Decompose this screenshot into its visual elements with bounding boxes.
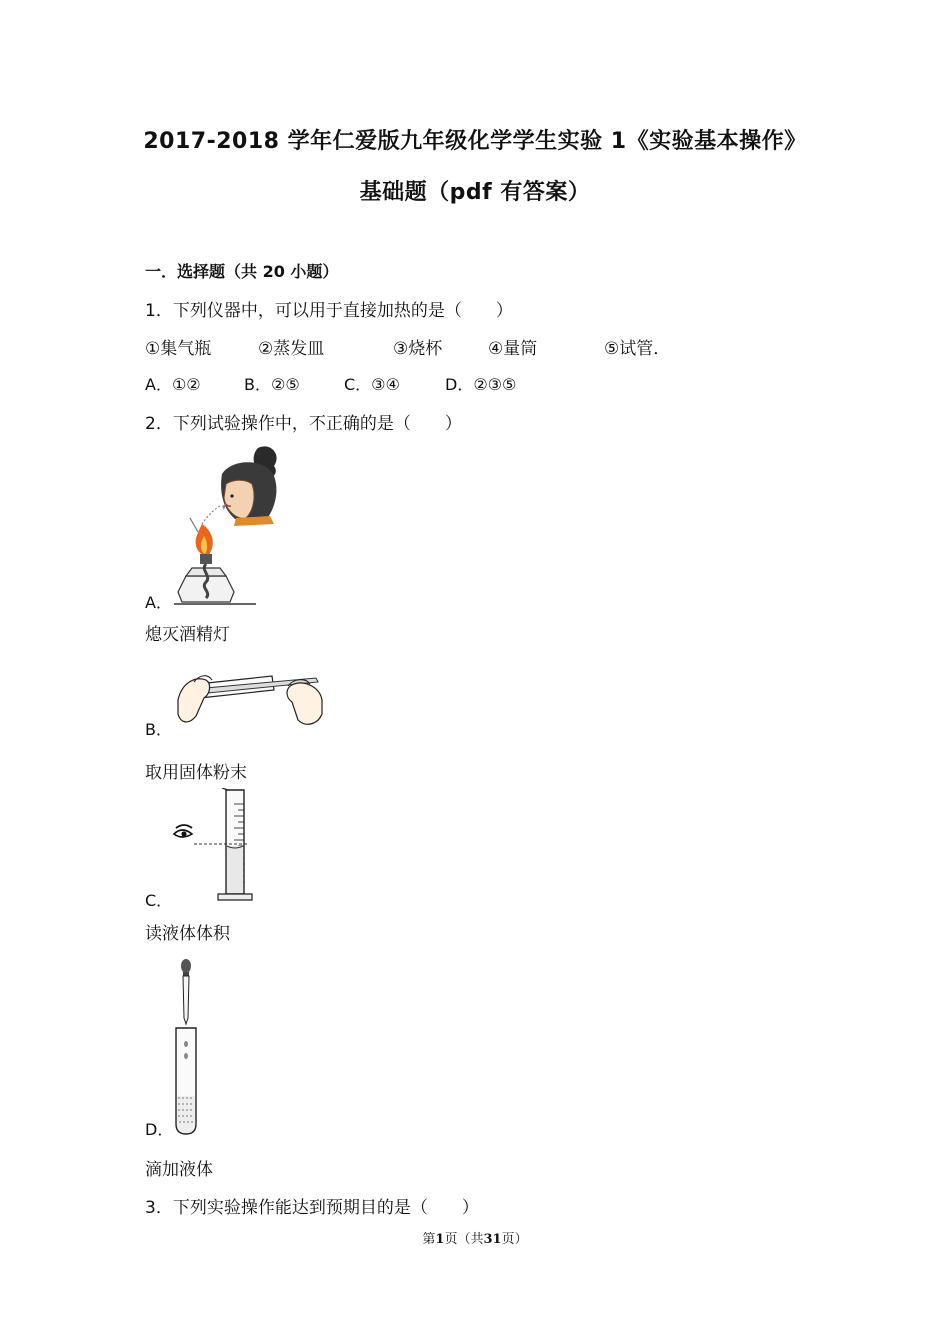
- q2-choice-d-caption: 滴加液体: [145, 1160, 213, 1180]
- footer-prefix: 第: [422, 1232, 436, 1247]
- q1-option-a[interactable]: A．①②: [145, 375, 201, 394]
- footer-page-number: 1: [435, 1232, 445, 1247]
- q2-choice-d-letter[interactable]: D．: [145, 1120, 174, 1139]
- q2-choice-c-letter[interactable]: C．: [145, 891, 173, 910]
- document-title-line1: 2017-2018 学年仁爱版九年级化学学生实验 1《实验基本操作》: [143, 129, 807, 154]
- q1-item-4: ④量筒: [488, 339, 538, 359]
- q2-choice-b-letter[interactable]: B．: [145, 720, 172, 739]
- test-tube-paper-trough-icon: [176, 660, 324, 730]
- q2-choice-a-caption: 熄灭酒精灯: [145, 625, 230, 645]
- document-title-line2: 基础题（pdf 有答案）: [359, 180, 591, 205]
- question-2-stem: 2．下列试验操作中，不正确的是（ ）: [145, 414, 462, 434]
- q1-option-b[interactable]: B．②⑤: [244, 375, 300, 394]
- q2-choice-b-caption: 取用固体粉末: [145, 763, 247, 783]
- q1-option-c[interactable]: C．③④: [344, 375, 400, 394]
- footer-mid: 页（共: [444, 1232, 484, 1247]
- alcohol-lamp-blowing-icon: [170, 440, 288, 608]
- q1-option-d[interactable]: D．②③⑤: [445, 375, 517, 394]
- footer-suffix: 页）: [501, 1232, 528, 1247]
- section-heading: 一．选择题（共 20 小题）: [145, 262, 339, 281]
- page-footer: [0, 1228, 950, 1247]
- dropper-in-test-tube-icon: [172, 958, 202, 1138]
- question-1-stem: 1．下列仪器中，可以用于直接加热的是（ ）: [145, 301, 513, 321]
- footer-total-pages: 31: [483, 1232, 502, 1247]
- question-3-stem: 3．下列实验操作能达到预期目的是（ ）: [145, 1198, 479, 1218]
- q2-choice-c-caption: 读液体体积: [145, 924, 230, 944]
- q1-item-5: ⑤试管．: [604, 339, 671, 359]
- q1-item-1: ①集气瓶: [145, 339, 212, 359]
- q1-item-2: ②蒸发皿: [258, 339, 325, 359]
- q1-item-3: ③烧杯: [393, 339, 443, 359]
- q2-choice-a-letter[interactable]: A．: [145, 593, 172, 612]
- graduated-cylinder-eye-icon: [172, 788, 256, 906]
